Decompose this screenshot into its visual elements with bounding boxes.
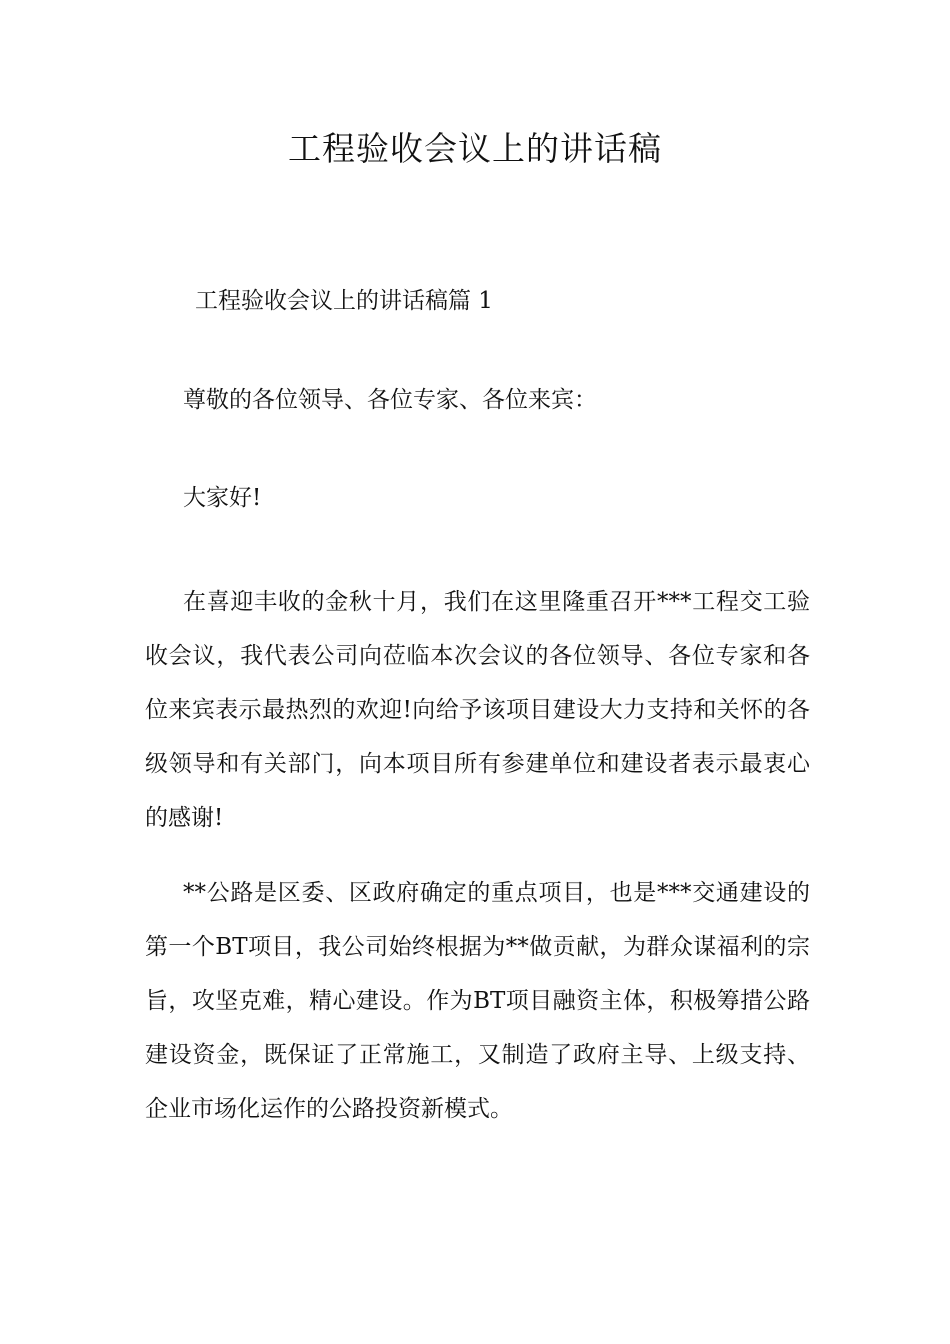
body-paragraph-project: **公路是区委、区政府确定的重点项目，也是***交通建设的第一个BT项目，我公司始终根据为**做贡献，为群众谋福利的宗旨，攻坚克难，精心建设。作为BT项目融资主体，积极筹措公路建设资金，既保证了正常施工，又制造了政府主导、上级支持、企业市场化运作的公路投资新模式。 — [145, 880, 810, 1122]
salutation-paragraph: 尊敬的各位领导、各位专家、各位来宾： — [183, 387, 597, 413]
greeting-paragraph: 大家好! — [183, 485, 262, 511]
section-heading: 工程验收会议上的讲话稿篇 1 — [195, 288, 493, 314]
body-paragraph-welcome: 在喜迎丰收的金秋十月，我们在这里隆重召开***工程交工验收会议，我代表公司向莅临本次会议的各位领导、各位专家和各位来宾表示最热烈的欢迎!向给予该项目建设大力支持和关怀的各级领导和有关部门，向本项目所有参建单位和建设者表示最衷心的感谢! — [145, 589, 810, 831]
document-title: 工程验收会议上的讲话稿 — [288, 129, 662, 168]
